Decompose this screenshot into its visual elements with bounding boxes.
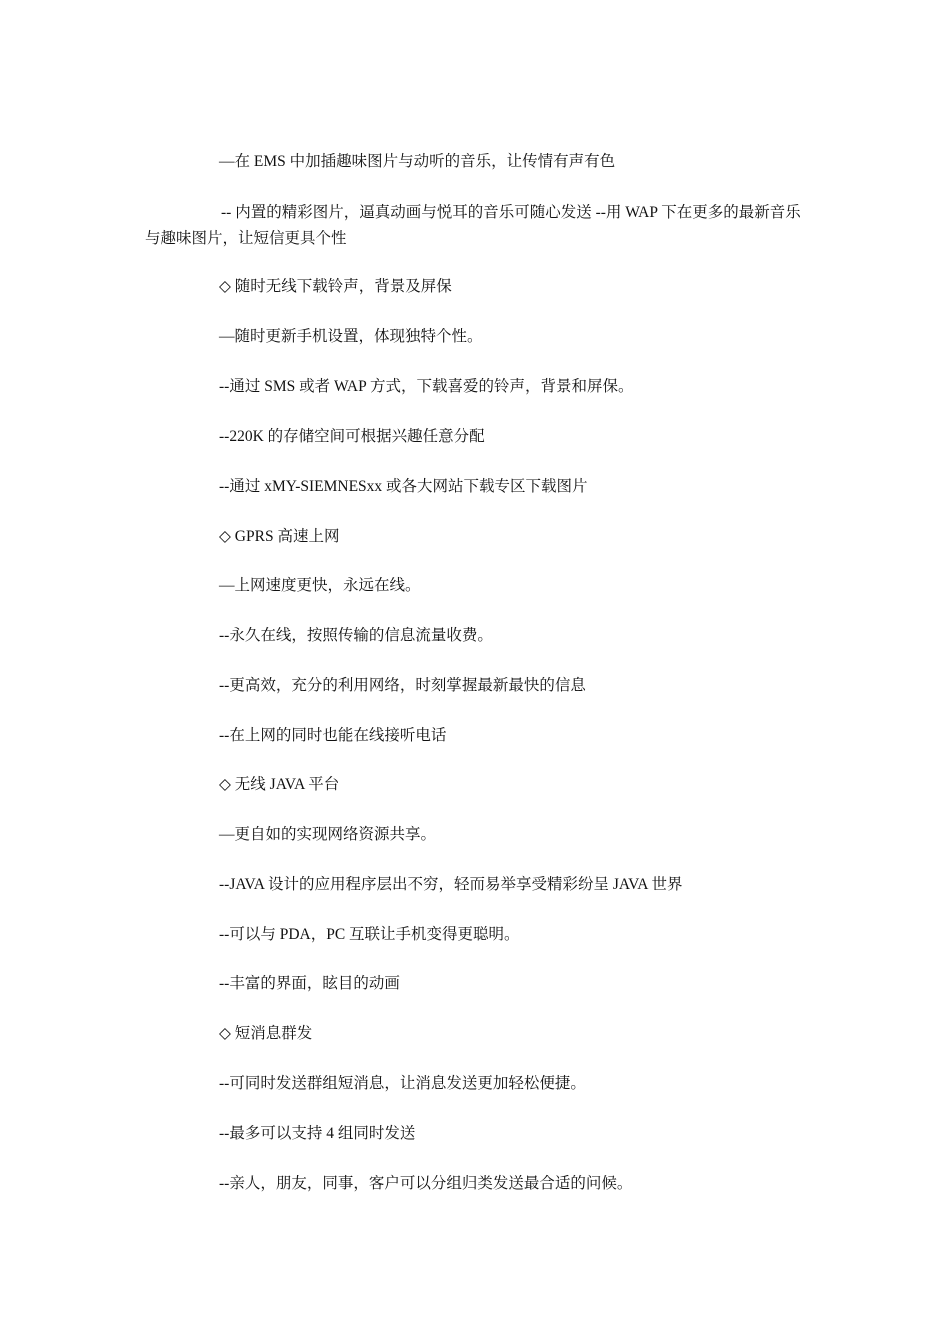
text-line: --丰富的界面，眩目的动画 — [219, 975, 400, 992]
text-line: —随时更新手机设置，体现独特个性。 — [219, 328, 483, 345]
section-heading: ◇ 无线 JAVA 平台 — [219, 776, 340, 793]
text-line: --220K 的存储空间可根据兴趣任意分配 — [219, 428, 485, 445]
text-line: --通过 SMS 或者 WAP 方式，下载喜爱的铃声，背景和屏保。 — [219, 378, 634, 395]
text-line: —更自如的实现网络资源共享。 — [219, 826, 437, 843]
text-paragraph: -- 内置的精彩图片，逼真动画与悦耳的音乐可随心发送 --用 WAP 下在更多的最新音乐与趣味图片，让短信更具个性 — [145, 204, 801, 247]
text-line: —在 EMS 中加插趣味图片与动听的音乐，让传情有声有色 — [219, 153, 616, 170]
text-line: --永久在线，按照传输的信息流量收费。 — [219, 627, 493, 644]
section-heading: ◇ GPRS 高速上网 — [219, 528, 340, 545]
text-line: --通过 xMY-SIEMNESxx 或各大网站下载专区下载图片 — [219, 478, 588, 495]
text-line: --可同时发送群组短消息，让消息发送更加轻松便捷。 — [219, 1075, 586, 1092]
text-line: —上网速度更快，永远在线。 — [219, 577, 421, 594]
section-heading: ◇ 随时无线下载铃声，背景及屏保 — [219, 278, 452, 295]
text-line: --JAVA 设计的应用程序层出不穷，轻而易举享受精彩纷呈 JAVA 世界 — [219, 876, 683, 893]
section-heading: ◇ 短消息群发 — [219, 1025, 313, 1042]
text-line: --可以与 PDA，PC 互联让手机变得更聪明。 — [219, 926, 520, 943]
text-line: --亲人，朋友，同事，客户可以分组归类发送最合适的问候。 — [219, 1175, 633, 1192]
text-line: --在上网的同时也能在线接听电话 — [219, 727, 447, 744]
text-line: --更高效，充分的利用网络，时刻掌握最新最快的信息 — [219, 677, 586, 694]
text-line: --最多可以支持 4 组同时发送 — [219, 1125, 416, 1142]
